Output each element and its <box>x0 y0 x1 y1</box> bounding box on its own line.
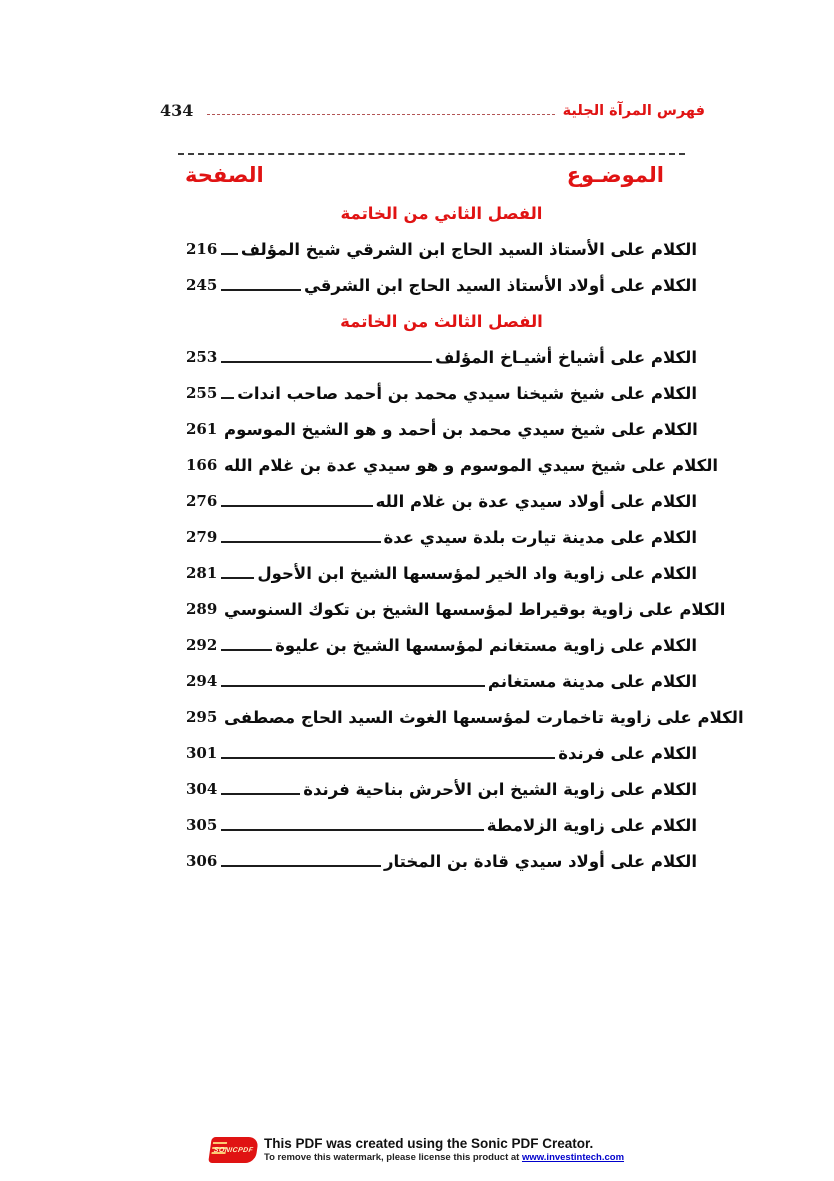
entry-title: الكلام على أولاد سيدي عدة بن غلام الله <box>375 491 697 511</box>
entry-page-number: 305 <box>186 816 218 834</box>
toc-entry-row <box>186 735 697 771</box>
leader-line <box>221 640 272 651</box>
entry-title: الكلام على زاوية الشيخ ابن الأحرش بناحية فرندة <box>303 779 697 799</box>
toc-column-headers <box>185 163 664 187</box>
entry-title: الكلام على أولاد الأستاذ السيد الحاج ابن الشرقي <box>303 275 697 295</box>
entry-page-number: 253 <box>186 348 218 366</box>
investintech-link[interactable]: www.investintech.com <box>521 1152 625 1163</box>
entry-title: الكلام على شيخ شيخنا سيدي محمد بن أحمد صاحب اندات <box>237 383 697 403</box>
leader-line <box>221 244 238 255</box>
toc-entry-row <box>186 519 697 555</box>
entry-page-number: 306 <box>186 852 218 870</box>
entry-title: الكلام على أشياخ أشيـاخ المؤلف <box>435 347 697 367</box>
toc-entry-row <box>186 231 697 267</box>
leader-line <box>221 568 254 579</box>
column-page-label: الصفحة <box>185 163 264 187</box>
toc-entry-row <box>186 843 697 879</box>
leader-line <box>221 676 485 687</box>
toc-entry-row <box>186 771 697 807</box>
toc-entry-row <box>186 591 726 627</box>
entry-page-number: 289 <box>186 600 218 618</box>
entry-page-number: 294 <box>186 672 218 690</box>
toc-entry-row <box>186 447 719 483</box>
entry-title: الكلام على مدينة تيارت بلدة سيدي عدة <box>383 527 697 547</box>
entry-page-number: 301 <box>186 744 218 762</box>
entry-page-number: 295 <box>186 708 218 726</box>
watermark-footer <box>0 1136 834 1164</box>
leader-line <box>221 352 432 363</box>
toc-entry-row <box>186 483 697 519</box>
entry-page-number: 245 <box>186 276 218 294</box>
entry-page-number: 292 <box>186 636 218 654</box>
section-heading: الفصل الثاني من الخاتمة <box>340 204 543 223</box>
leader-line <box>221 388 234 399</box>
leader-line <box>221 784 300 795</box>
entry-title: الكلام على أولاد سيدي قادة بن المختار <box>383 851 697 871</box>
entry-page-number: 279 <box>186 528 218 546</box>
toc-entry-row <box>186 411 697 447</box>
leader-line <box>221 280 301 291</box>
table-of-contents <box>186 201 744 879</box>
entry-title: الكلام على زاوية تاخمارت لمؤسسها الغوث السيد الحاج مصطفى <box>224 707 744 727</box>
entry-page-number: 281 <box>186 564 218 582</box>
page-header <box>160 101 705 120</box>
leader-line <box>221 856 381 867</box>
leader-line <box>221 820 484 831</box>
entry-title: الكلام على زاوية الزلامطة <box>486 815 697 835</box>
entry-page-number: 261 <box>186 420 218 438</box>
watermark-text <box>264 1136 624 1164</box>
leader-line <box>221 532 381 543</box>
toc-entry-row <box>186 375 697 411</box>
entry-title: الكلام على زاوية بوقيراط لمؤسسها الشيخ بن تكوك السنوسي <box>224 599 726 619</box>
toc-entry-row <box>186 627 697 663</box>
toc-entry-row <box>186 807 697 843</box>
sonicpdf-logo <box>208 1137 259 1163</box>
entry-title: الكلام على فرندة <box>558 743 697 763</box>
watermark-line2 <box>264 1152 624 1164</box>
leader-line <box>221 748 555 759</box>
watermark-line2-prefix: To remove this watermark, please license this product at <box>263 1152 522 1163</box>
entry-page-number: 166 <box>186 456 218 474</box>
entry-title: الكلام على زاوية واد الخير لمؤسسها الشيخ ابن الأحول <box>257 563 697 583</box>
entry-page-number: 255 <box>186 384 218 402</box>
toc-entry-row <box>186 699 744 735</box>
entry-page-number: 304 <box>186 780 218 798</box>
header-red-rule <box>207 106 554 115</box>
toc-entry-row <box>186 555 697 591</box>
book-title: فهرس المرآة الجلية <box>562 102 705 119</box>
header-divider-line <box>178 153 685 155</box>
entry-page-number: 276 <box>186 492 218 510</box>
toc-entry-row <box>186 267 697 303</box>
watermark-line1: This PDF was created using the Sonic PDF Creator. <box>263 1136 594 1151</box>
entry-title: الكلام على مدينة مستغانم <box>487 671 697 691</box>
entry-page-number: 216 <box>186 240 218 258</box>
section-heading: الفصل الثالث من الخاتمة <box>340 312 543 331</box>
toc-entry-row <box>186 339 697 375</box>
entry-title: الكلام على الأستاذ السيد الحاج ابن الشرقي شيخ المؤلف <box>240 239 697 259</box>
entry-title: الكلام على زاوية مستغانم لمؤسسها الشيخ بن عليوة <box>275 635 697 655</box>
folio-page-number: 434 <box>160 101 194 120</box>
entry-title: الكلام على شيخ سيدي محمد بن أحمد و هو الشيخ الموسوم <box>224 419 698 439</box>
column-subject-label: الموضـوع <box>566 163 664 187</box>
sonicpdf-logo-text: SONICPDF <box>213 1146 254 1154</box>
entry-title: الكلام على شيخ سيدي الموسوم و هو سيدي عدة بن غلام الله <box>224 455 719 475</box>
leader-line <box>221 496 373 507</box>
toc-entry-row <box>186 663 697 699</box>
